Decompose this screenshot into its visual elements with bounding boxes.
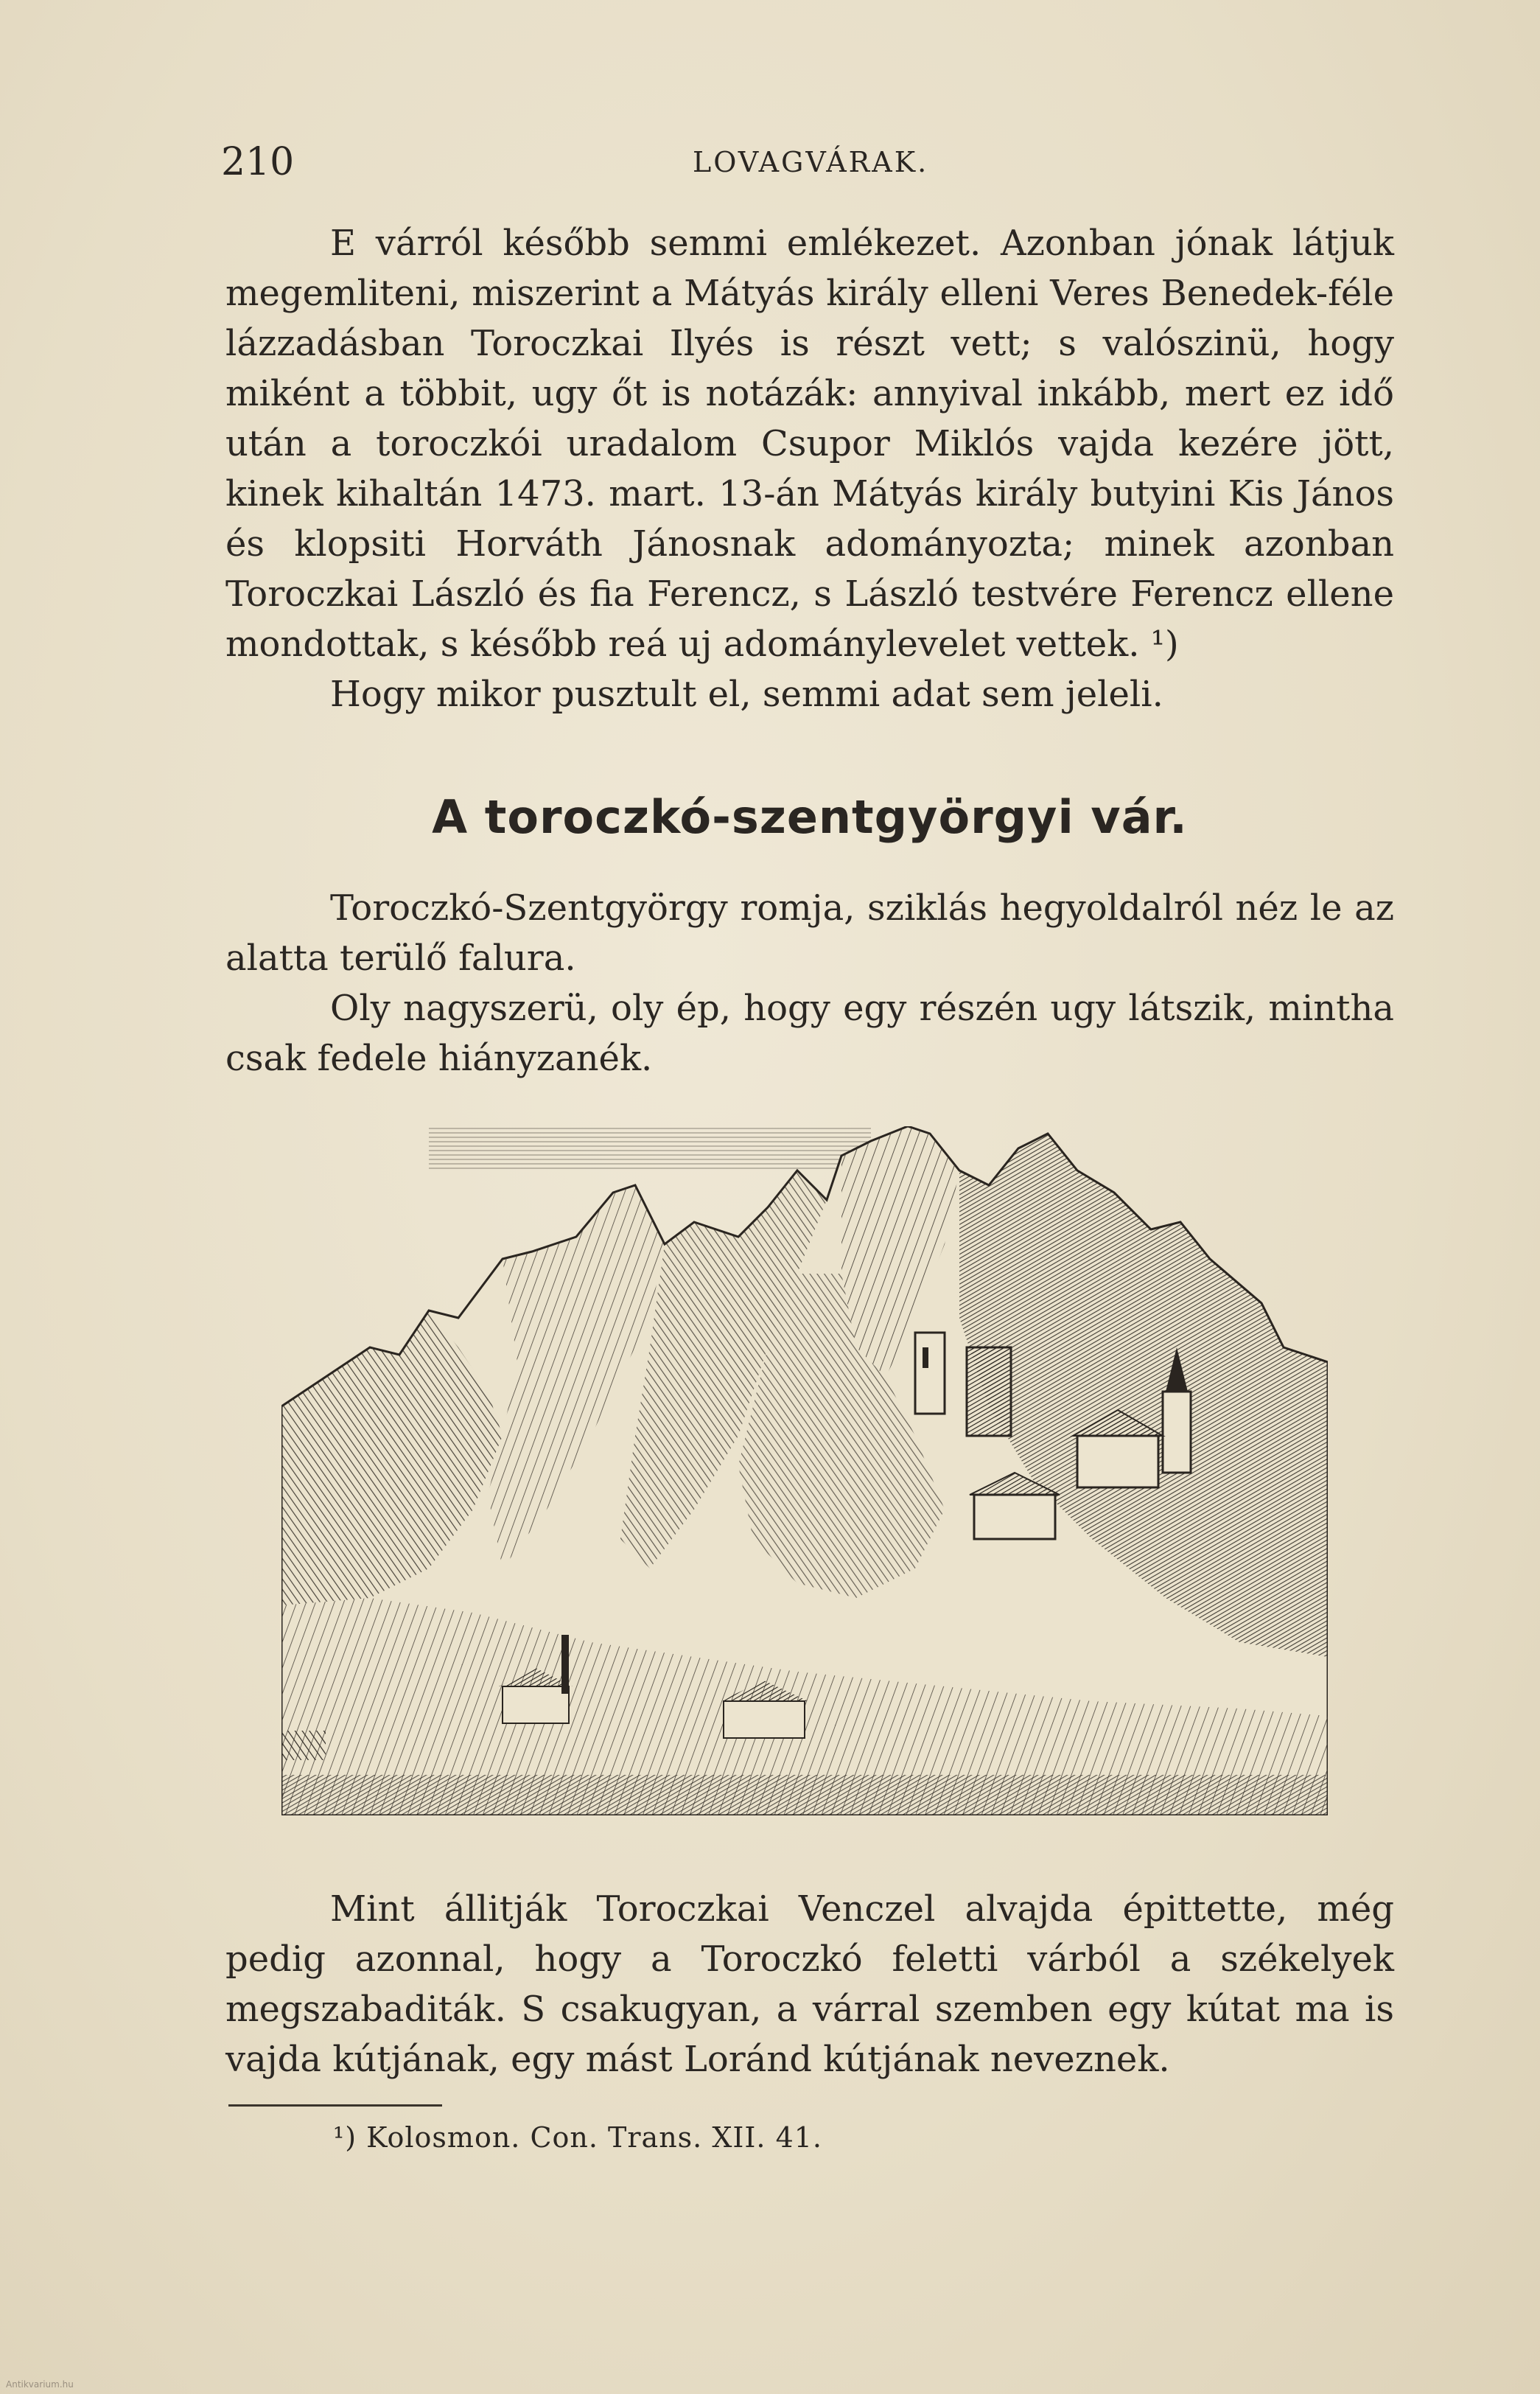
- paragraph: Oly nagyszerü, oly ép, hogy egy részén ugy látszik, mintha csak fedele hiányzanék.: [225, 988, 1394, 1079]
- section-heading: A toroczkó-szentgyörgyi vár.: [432, 790, 1188, 844]
- mountain-castle-engraving-icon: [281, 1126, 1328, 1815]
- page-number: 210: [221, 140, 295, 184]
- running-head: [221, 140, 1385, 192]
- watermark-text: Antikvarium.hu: [6, 2379, 74, 2390]
- paragraph: Toroczkó-Szentgyörgy romja, sziklás hegyoldalról néz le az alatta terülő falura.: [225, 887, 1394, 979]
- text-block-section: [225, 883, 1394, 1083]
- running-title: LOVAGVÁRAK.: [693, 146, 929, 178]
- paragraph: Mint állitják Toroczkai Venczel alvajda épittette, még pedig azonnal, hogy a Toroczkó feletti várból a székelyek megszabaditák. S csakugyan, a várral szemben egy kútat ma is vajda kútjának, egy mást Loránd kútjának neveznek.: [225, 1888, 1394, 2080]
- paragraph: Hogy mikor pusztult el, semmi adat sem jeleli.: [330, 674, 1163, 715]
- footnote: ¹) Kolosmon. Con. Trans. XII. 41.: [333, 2121, 823, 2154]
- footnote-divider: [228, 2104, 442, 2107]
- paragraph: E várról később semmi emlékezet. Azonban jónak látjuk megemliteni, miszerint a Mátyás király elleni Veres Benedek-féle lázzadásban Toroczkai Ilyés is részt vett; s valószinü, hogy miként a többit, ugy őt is notázák: annyival inkább, mert ez idő után a toroczkói uradalom Csupor Miklós vajda kezére jött, kinek kihaltán 1473. mart. 13-án Mátyás király butyini Kis János és klopsiti Horváth Jánosnak adományozta; minek azonban Toroczkai László és fia Ferencz, s László testvére Ferencz ellene mondottak, s később reá uj adománylevelet vettek. ¹): [225, 223, 1394, 665]
- text-block-closing: [225, 1884, 1394, 2084]
- text-block-intro: [225, 218, 1394, 719]
